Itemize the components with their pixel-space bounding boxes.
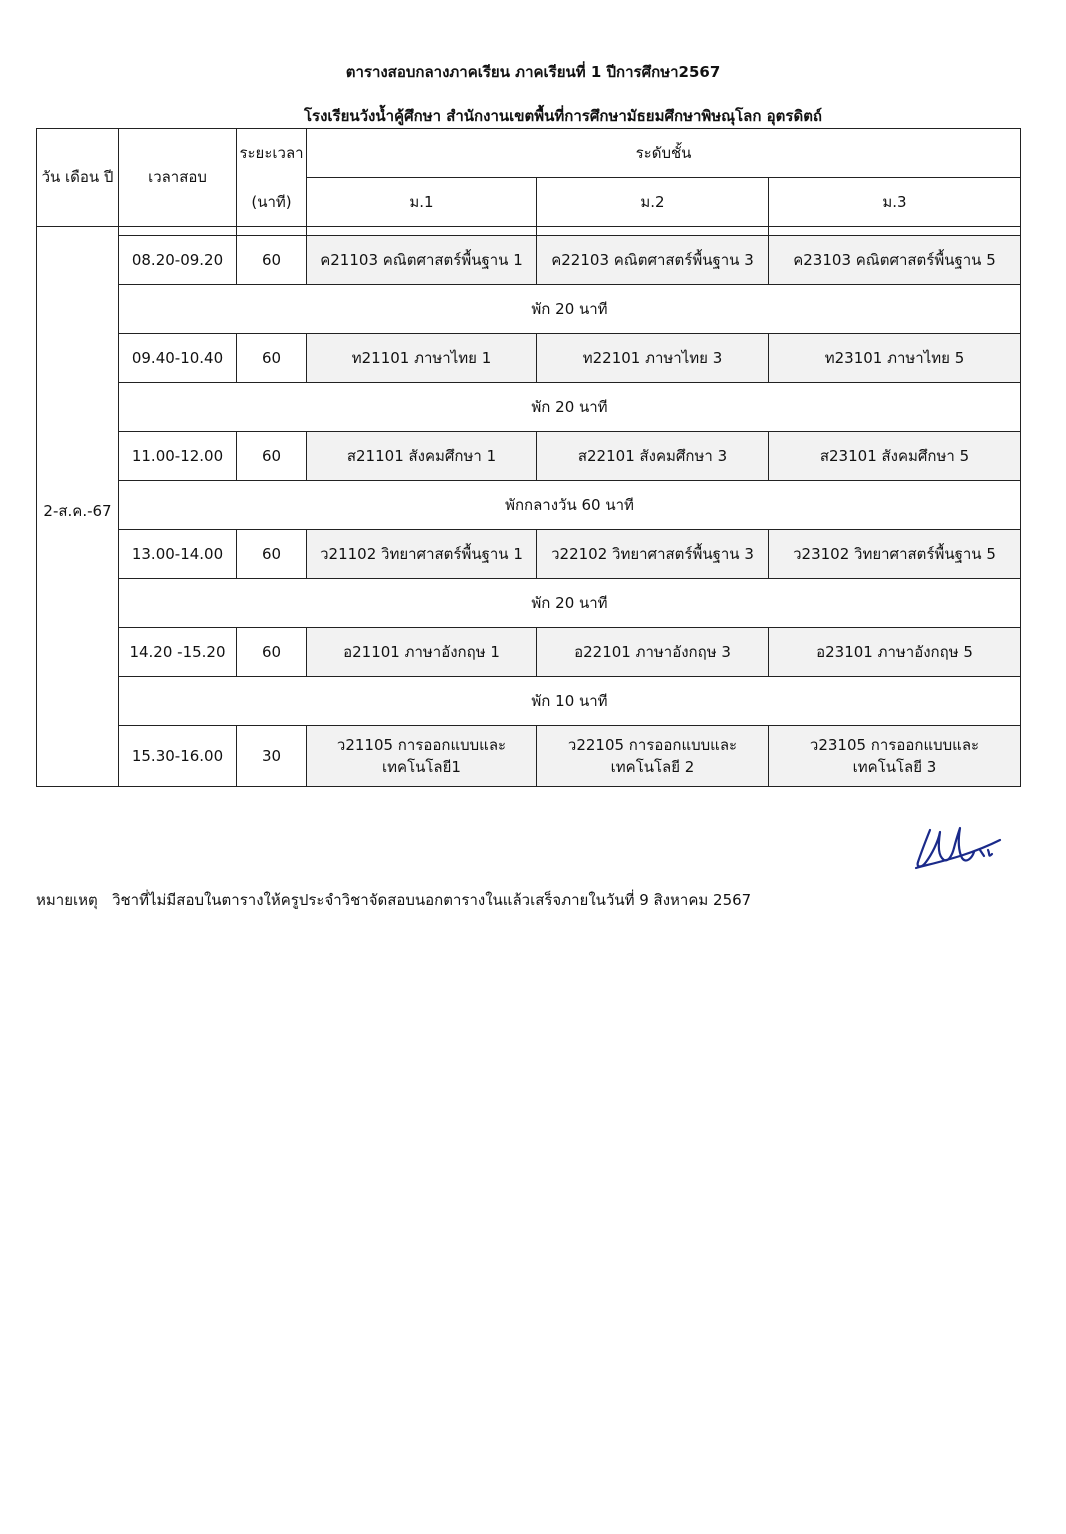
subject-m2: ส22101 สังคมศึกษา 3 (537, 432, 769, 481)
exam-time: 11.00-12.00 (119, 432, 237, 481)
header-duration: ระยะเวลา (237, 129, 307, 178)
exam-time: 13.00-14.00 (119, 530, 237, 579)
exam-time: 15.30-16.00 (119, 726, 237, 787)
subject-m3: ท23101 ภาษาไทย 5 (769, 334, 1021, 383)
subject-m1 (307, 726, 537, 787)
signature-icon (908, 818, 1008, 888)
exam-minutes: 60 (237, 530, 307, 579)
subject-m3-line2: เทคโนโลยี 3 (852, 758, 937, 776)
subject-m3 (769, 726, 1021, 787)
table-row (37, 432, 1021, 481)
table-header-row (37, 129, 1021, 178)
page-title: ตารางสอบกลางภาคเรียน ภาคเรียนที่ 1 ปีการศึกษา2567 (345, 63, 721, 81)
footnote-text: วิชาที่ไม่มีสอบในตารางให้ครูประจำวิชาจัดสอบนอกตารางในแล้วเสร็จภายในวันที่ 9 สิงหาคม 2567 (112, 891, 752, 909)
break-label: พัก 20 นาที (119, 579, 1021, 628)
header-duration-unit: (นาที) (237, 178, 307, 227)
subject-m2: ท22101 ภาษาไทย 3 (537, 334, 769, 383)
table-row (37, 628, 1021, 677)
subject-m3: ส23101 สังคมศึกษา 5 (769, 432, 1021, 481)
subject-m3: ค23103 คณิตศาสตร์พื้นฐาน 5 (769, 236, 1021, 285)
table-row (37, 726, 1021, 787)
subject-m1-line2: เทคโนโลยี1 (382, 758, 461, 776)
subject-m1: อ21101 ภาษาอังกฤษ 1 (307, 628, 537, 677)
break-label: พักกลางวัน 60 นาที (119, 481, 1021, 530)
subject-m1-line1: ว21105 การออกแบบและ (336, 735, 507, 754)
footnote-label: หมายเหตุ (36, 891, 98, 909)
subject-m2: อ22101 ภาษาอังกฤษ 3 (537, 628, 769, 677)
subject-m3: อ23101 ภาษาอังกฤษ 5 (769, 628, 1021, 677)
header-m2: ม.2 (537, 178, 769, 227)
break-row (37, 285, 1021, 334)
exam-minutes: 30 (237, 726, 307, 787)
exam-date: 2-ส.ค.-67 (37, 236, 119, 787)
break-row (37, 579, 1021, 628)
subject-m2-line1: ว22105 การออกแบบและ (567, 735, 738, 754)
subject-m2: ค22103 คณิตศาสตร์พื้นฐาน 3 (537, 236, 769, 285)
subject-m2: ว22102 วิทยาศาสตร์พื้นฐาน 3 (537, 530, 769, 579)
exam-minutes: 60 (237, 334, 307, 383)
exam-time: 08.20-09.20 (119, 236, 237, 285)
subject-m3: ว23102 วิทยาศาสตร์พื้นฐาน 5 (769, 530, 1021, 579)
exam-time: 09.40-10.40 (119, 334, 237, 383)
exam-minutes: 60 (237, 236, 307, 285)
break-row (37, 383, 1021, 432)
subject-m2-line2: เทคโนโลยี 2 (610, 758, 695, 776)
break-row (37, 481, 1021, 530)
footnote (36, 888, 751, 912)
table-row (37, 236, 1021, 285)
subject-m1: ส21101 สังคมศึกษา 1 (307, 432, 537, 481)
subject-m1: ค21103 คณิตศาสตร์พื้นฐาน 1 (307, 236, 537, 285)
page-subtitle: โรงเรียนวังน้ำคู้ศึกษา สำนักงานเขตพื้นที่การศึกษามัธยมศึกษาพิษณุโลก อุตรดิตถ์ (303, 107, 823, 125)
header-time: เวลาสอบ (119, 129, 237, 227)
header-divider (37, 227, 1021, 236)
table-row (37, 530, 1021, 579)
subject-m3-line1: ว23105 การออกแบบและ (809, 735, 980, 754)
break-label: พัก 20 นาที (119, 285, 1021, 334)
exam-minutes: 60 (237, 628, 307, 677)
table-row (37, 334, 1021, 383)
break-row (37, 677, 1021, 726)
subject-m1: ว21102 วิทยาศาสตร์พื้นฐาน 1 (307, 530, 537, 579)
break-label: พัก 10 นาที (119, 677, 1021, 726)
header-level: ระดับชั้น (307, 129, 1021, 178)
break-label: พัก 20 นาที (119, 383, 1021, 432)
header-m3: ม.3 (769, 178, 1021, 227)
subject-m1: ท21101 ภาษาไทย 1 (307, 334, 537, 383)
header-m1: ม.1 (307, 178, 537, 227)
exam-time: 14.20 -15.20 (119, 628, 237, 677)
subject-m2 (537, 726, 769, 787)
exam-schedule-table (36, 128, 1021, 787)
exam-minutes: 60 (237, 432, 307, 481)
header-date: วัน เดือน ปี (37, 129, 119, 227)
